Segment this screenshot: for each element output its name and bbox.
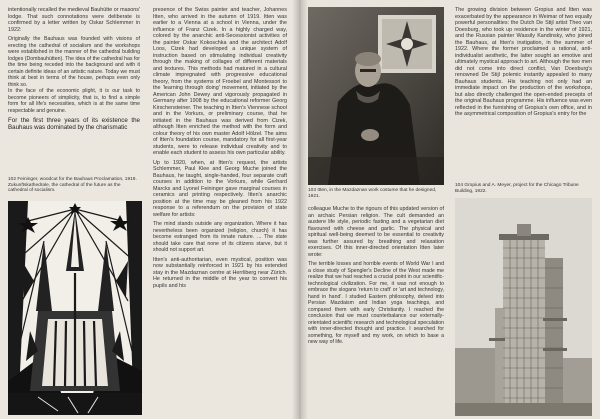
itten-photograph xyxy=(308,7,444,185)
block-quote: Originally the Bauhaus was founded with visions of erecting the cathedral of socialism and the workshops were established in the manner of the cathedral building lodges (Dombauhütten). The idea of the cathedral has for the time being receded into the background and with it certain definite ideas of an artistic nature. Today we must think at best in terms of the house, perhaps even only think so. In the face of the economic plight, it is our task to become pioneers of simplicity, that is, to find a simple form for all life's necessities, which is at the same time respectable and genuine. xyxy=(8,36,140,114)
itten-portrait-photo xyxy=(308,7,444,185)
body-paragraph: intentionally recalled the medieval Bauhütte or masons' lodge. That such connotations were deliberate is confirmed by a letter written by Oskar Schlemmer in 1922: xyxy=(8,7,140,33)
figure-caption-103: 103 Itten, in the Mazdaznan work costume that he designed, 1921. xyxy=(308,188,437,199)
right-page xyxy=(300,0,600,419)
tribune-tower-drawing xyxy=(455,198,592,416)
cathedral-woodcut-illustration xyxy=(8,201,142,415)
body-paragraph: colleague Muche to the rigours of this updated version of an archaic Persian religion. The cult demanded an austere life style, periodic fasting and a vegetarian diet flavoured with cheese and garlic. The physical and spiritual well-being deemed to be essential to creativity was further assured by breathing and relaxation exercises. Of this inner-directed orientation Itten later wrote: xyxy=(308,206,444,258)
chicago-tribune-project-image xyxy=(455,198,592,416)
body-paragraph: presence of the Swiss painter and teacher, Johannes Itten, who arrived in the autumn of 1919. Itten was earlier to a Vienna at a school in Vienna, under the influence of Franz Cizek. In a highly charged way, colored by the anarchic anti-Secessionist activities of the painter Oskar Kokoschka and the architect Adolf Loos, Cizek had developed a unique system of instruction based on stimulating individual creativity through the making of collages of different materials and textures. This methods had matured in a cultural climate impregnated with progressive educational theory, from the systems of Froebel and Montessori to the 'learning through doing' movement, initiated by the American John Dewey and vigorously propagated in Germany after 1908 by the educational reformer Georg Kirschensteiner. The teaching in Itten's Viennese school and in the Vorkurs, or preliminary course, that he initiated in the Bauhaus was derived from Cizek, although Itten enriched the method with the form and colour theory of his own master Adolf Hölzel. The aims of Itten's foundation course, mandatory for all first-year students, were to release individual creativity and to enable each student to assess his own particular ability. xyxy=(153,7,287,156)
body-paragraph: For the first three years of its existence the Bauhaus was dominated by the charismatic xyxy=(8,117,140,132)
right-column-2 xyxy=(455,7,592,121)
body-paragraph: Up to 1920, when, at Itten's request, the artists Schlemmer, Paul Klee and Georg Muche joined the Bauhaus, he taught, single-handed, four separate craft courses in addition to the Vorkurs, while Gerhard Marcks and Lyonel Feininger gave marginal courses in ceramics and printing respectively. Itten's anarchic position at the time may be gleaned from his 1922 response to a referendum on the provision of state welfare for artists: xyxy=(153,159,287,218)
block-quote: The mind stands outside any organization. Where it has nevertheless been organized (religion, church) it has become estranged from its innate nature. ... The state should take care that none of its citizens starve, but it should not support art. xyxy=(153,221,287,253)
body-paragraph: Itten's anti-authoritarian, even mystical, position was now substantially reinforced in 1921 by his extended stay in the Mazdaznan centre at Herrliberg near Zürich. He returned in the middle of the year to convert his pupils and his xyxy=(153,256,287,289)
figure-caption-102: 102 Feininger, woodcut for the Bauhaus Proclamation, 1919. Zukunftskathedrale, the cathedral of the future as the cathedral of socialism. xyxy=(8,177,137,194)
left-column-1 xyxy=(8,7,140,134)
body-paragraph: The growing division between Gropius and Itten was exacerbated by the appearance in Weimar of two equally powerful personalities: the Dutch De Stijl artist Theo van Doesburg, who took up residence in the winter of 1921, and the Russian painter Wassily Kandinsky, who joined the Bauhaus, at Itten's instigation, in the summer of 1922. Where the former proclaimed a rational, anti-individualist aesthetic, the latter sought an emotive and ultimately mystical approach to art. Although the two men did not come into direct conflict, Van Doesburg's renowned De Stijl polemic instantly appealed to many Bauhaus students. His teaching not only had an immediate impact on the production of the workshops, but also directly challenged the open-ended precepts of the original Bauhaus programme. His influence was even reflected in the furnishing of Gropius's own office, and in the asymmetrical composition of Gropius's entry for the xyxy=(455,7,592,117)
left-column-2 xyxy=(153,7,287,292)
feininger-woodcut-image xyxy=(8,201,142,415)
block-quote: The terrible losses and horrible events of World War I and a close study of Spengler's Decline of the West made me realize that we had reached a crucial point in our scientific-technological civilization. For me, it was not enough to embrace the slogans 'return to craft' or 'art and technology, hand in hand'. I studied Eastern philosophy, delved into Persian Mazdaism and Indian yoga teachings, and compared them with early Christianity. I reached the conclusion that we must counterbalance our externally-orientated scientific research and technological speculation with inner-directed thought and practice. I searched for something, for myself and my work, on which to base a new way of life. xyxy=(308,261,444,345)
right-column-1 xyxy=(308,206,444,349)
figure-caption-104: 104 Gropius and A. Meyer, project for the Chicago Tribune Building, 1922. xyxy=(455,183,579,194)
